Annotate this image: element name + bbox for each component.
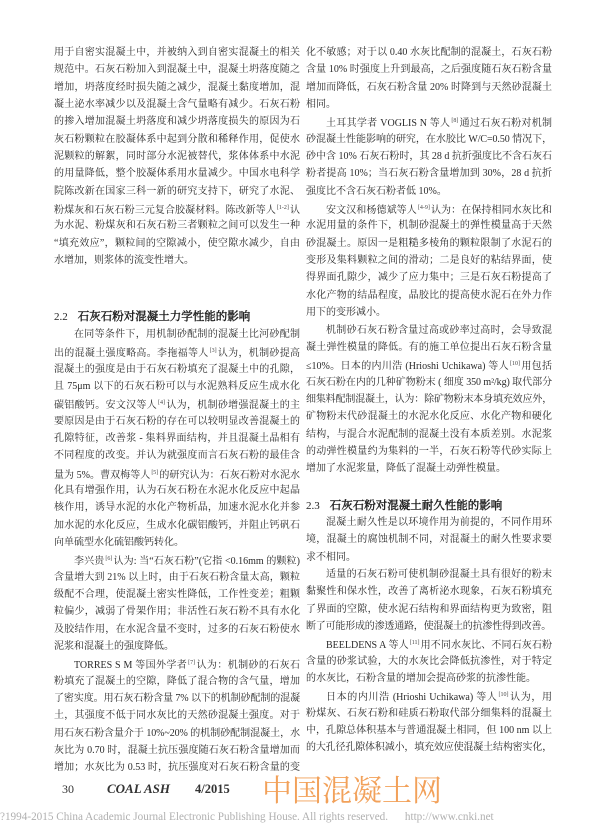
text-line: 的动弹性模量约为集料的一半，石灰石粉等代砂实际上 [306, 445, 552, 457]
citation-ref: [4-9] [417, 205, 430, 212]
text-line: 增加了水泥浆量，降低了混凝土动弹性模量。 [306, 463, 506, 475]
text-line [306, 200, 552, 217]
text-line: 混凝土耐久性是以环境作用为前提的，不同作用环 [326, 516, 552, 528]
text-line: 断了可能形成的渗透通路，使混凝土的抗渗性得到改善。 [306, 621, 551, 632]
text-line: 机制砂石灰石粉含量过高或砂率过高时，会导致混 [326, 324, 552, 336]
text-line: 在同等条件下，用机制砂配制的混凝土比河砂配制 [74, 328, 300, 340]
text-line: 要原因是由于石灰石粉的存在可以较明显改善混凝土的 [54, 415, 300, 427]
section-title: 石灰石粉对混凝土耐久性能的影响 [329, 497, 503, 512]
text-line: 矿物粉末代砂混凝土的水泥水化反应、水化产物和硬化 [306, 411, 552, 423]
paragraph [306, 635, 552, 687]
copyright-notice [0, 811, 494, 824]
text-line: 砂中含 10% 石灰石粉时，其 28 d 抗折强度比不含石灰石 [306, 151, 552, 163]
text-line: 境，混凝土的腐蚀机制不同，对混凝土的耐久性要求要 [306, 534, 552, 546]
text-line: 不同程度的改变。并认为就强度而言石灰石粉的最佳含 [54, 450, 300, 462]
text-line: 孔隙特征，改善浆 - 集料界面结构，并且混凝土晶相有 [54, 432, 300, 444]
text-line: 变形及集料颗粒之间的滑动；二是良好的粘结界面，使 [306, 255, 552, 267]
text-line: 适量的石灰石粉可使机制砂混凝土具有很好的粉末 [326, 568, 552, 580]
text-line: 结构，与混合水泥配制的混凝土没有本质差别。水泥浆 [306, 428, 552, 440]
citation-ref: [1-2] [276, 205, 289, 212]
text-line: 用下的变形减小。 [306, 307, 386, 319]
text-segment: 认为：机制砂的石灰石 [196, 660, 300, 672]
text-segment: 认为，机制砂提高 [217, 348, 301, 360]
text-line: 粉煤灰、石灰石粉和硅质石粉取代部分细集料的混凝土 [306, 707, 552, 719]
text-segment: 用包括 [520, 361, 553, 373]
text-line: 中，孔隙总体积基本与普通混凝土相同，但 100 nm 以上 [306, 725, 552, 737]
text-line: 加水泥的水化反应，生成水化碳铝酸钙，并阻止钙矾石 [54, 519, 300, 531]
text-line: 规范中。石灰石粉加入到混凝土中，混凝土坍落度随之 [54, 64, 300, 76]
text-line: 粉填充了混凝土的空隙，降低了混合物的含气量，增加 [54, 675, 300, 687]
paragraph [54, 655, 300, 776]
text-line [54, 200, 300, 217]
text-segment: 认为，用 [509, 692, 552, 704]
text-line: 泥颗粒的解絮，同时部分水泥被替代，浆体体系中水泥 [54, 151, 300, 163]
section-title: 石灰石粉对混凝土力学性能的影响 [77, 309, 251, 324]
text-segment: 认为，机制砂增强混凝土的主 [166, 400, 301, 412]
citation-ref: [7] [188, 660, 196, 667]
text-line [306, 687, 552, 704]
journal-name: COAL ASH [107, 781, 170, 796]
text-line: 且 75μm 以下的石灰石粉可以与水泥熟料反应生成水化 [54, 380, 300, 392]
text-line: 细集料配制混凝土，认为：除矿物粉末本身填充效应外， [306, 393, 552, 405]
text-line: 凝土弹性模量的降低。有的施工单位提出石灰石粉含量 [306, 341, 552, 353]
text-line: 含量增大到 21% 以上时，由于石灰石粉含量太高，颗粒 [54, 571, 300, 583]
text-line: 核作用，诱导水泥的水化产物析晶，加速水泥水化并参 [54, 502, 300, 514]
text-line: 砂混凝土性能影响的研究，在水胶比 W/C=0.50 情况下， [306, 133, 552, 145]
text-line: 凝土泌水率减少以及混凝土含气量略有减少。石灰石粉 [54, 99, 300, 111]
citation-ref: [8] [451, 118, 459, 125]
paragraph [306, 44, 552, 113]
text-line: 院陈改新在国家三科一新的研究支持下，研究了水泥、 [54, 185, 300, 197]
text-line: 了密实度。用石灰石粉含量 7% 以下的机制砂配制的混凝 [54, 693, 300, 705]
text-line: 的水灰比，石粉含量的增加会提高砂浆的抗渗性能。 [306, 673, 536, 685]
text-segment: ≤10%。日本的内川浩 (Hrioshi Uchikawa) 等人 [306, 361, 509, 373]
text-segment: 认为: 当“石灰石粉”(它指 <0.16mm 的颗粒) [113, 556, 301, 568]
citation-ref: [10] [509, 361, 520, 368]
text-line: 了界面的空隙，使水泥石结构和界面结构更为致密，阻 [306, 603, 552, 615]
text-segment: TORRES S M 等国外学者 [74, 660, 188, 672]
text-line: “填充效应”，颗粒间的空隙减小，使空隙水减少，自由 [54, 237, 300, 249]
copyright-text: ?1994-2015 China Academic Journal Electronic Publishing House. All rights reserved. [0, 811, 389, 823]
text-line: 级配不合理，使混凝土密实性降低，工作性变差；粗颗 [54, 588, 300, 600]
text-line: 混凝土的强度是由于石灰石粉填充了混凝土中的孔隙， [54, 363, 300, 375]
text-line: 用于自密实混凝土中，并被纳入到自密实混凝土的相关 [54, 47, 300, 58]
paragraph [54, 551, 300, 655]
text-line [306, 356, 552, 373]
citation-ref: [6] [105, 556, 113, 563]
paragraph [306, 514, 552, 566]
page-footer [62, 782, 230, 796]
text-line: 强度比不含石灰石粉者低 10%。 [306, 185, 447, 197]
text-line: 砂混凝土。原因一是粗糙多棱角的颗粒限制了水泥石的 [306, 237, 552, 249]
paragraph [306, 322, 552, 478]
text-segment: 通过石灰石粉对机制 [459, 118, 553, 130]
cnki-link[interactable]: http://www.cnki.net [404, 811, 494, 823]
text-line: 得界面孔隙少，减少了应力集中；三是石灰石粉提高了 [306, 272, 552, 284]
text-line: 石灰石粉在内的几种矿物粉末 ( 细度 350 m²/kg) 取代部分 [306, 376, 552, 388]
citation-ref: [11] [409, 640, 420, 647]
section-heading [306, 497, 552, 514]
text-line: 为水泥、粉煤灰和石灰石粉三者颗粒之间可以发生一种 [54, 220, 300, 232]
text-segment: 量为 5%。曹双梅等人 [54, 469, 151, 481]
text-line: 的大孔径孔隙体积减小，填充效应使混凝土结构密实化， [306, 742, 552, 754]
text-line [54, 465, 300, 482]
text-line: 灰比为 0.70 时，混凝土抗压强度随石灰石粉含量增加而 [54, 745, 300, 757]
citation-ref: [5] [151, 469, 159, 476]
text-line: 用石灰石粉含量介于 10%~20% 的机制砂配制混凝土，水 [54, 727, 300, 739]
text-line: 粉者提高 10%；当石灰石粉含量增加到 30%，28 d 抗折 [306, 168, 552, 180]
section-number: 2.2 [54, 311, 68, 324]
text-line [54, 655, 300, 672]
paragraph [54, 44, 300, 269]
text-segment: 粉煤灰和石灰石粉三元复合胶凝材料。陈改新等人 [54, 205, 276, 217]
citation-ref: [3] [209, 348, 217, 355]
site-watermark: 中国混凝土网 [262, 774, 442, 809]
section-heading [54, 308, 300, 325]
paragraph [54, 326, 300, 551]
text-segment: 安文汉和杨德斌等人 [326, 205, 417, 217]
paragraph [306, 113, 552, 200]
text-line [54, 395, 300, 412]
text-line: 粒偏少，减弱了骨架作用；非活性石灰石粉不具有水化 [54, 606, 300, 618]
text-line: 的用量降低，整个胶凝体系用水量减少。中国水电科学 [54, 168, 300, 180]
journal-issue: 4/2015 [194, 782, 230, 796]
text-segment: 的研究认为：石灰石粉对水泥水 [159, 469, 300, 481]
page-number: 30 [62, 782, 74, 796]
text-line: 向单硫型水化硫铝酸钙转化。 [54, 536, 184, 548]
text-line: 化不敏感；对于以 0.40 水灰比配制的混凝土，石灰石粉 [306, 47, 552, 58]
text-segment: BEELDENS A 等人 [326, 640, 409, 652]
text-segment: 李兴贵 [74, 556, 105, 568]
text-segment: 认 [289, 205, 301, 217]
text-line: 增加而降低，石灰石粉含量 20% 时降到与天然砂混凝土 [306, 81, 552, 93]
text-line [54, 343, 300, 360]
text-line: 相同。 [306, 99, 336, 111]
text-line [306, 113, 552, 130]
text-segment: 日本的内川浩 (Hrioshi Uchikawa) 等人 [326, 692, 498, 704]
text-segment: 用不同水灰比、不同石灰石粉 [420, 640, 553, 652]
paragraph [306, 200, 552, 321]
text-line: 水增加，则浆体的流变性增大。 [54, 255, 194, 267]
text-line: 水泥用量的条件下，机制砂混凝土的弹性模量高于天然 [306, 220, 552, 232]
text-line: 化具有增强作用，认为石灰石粉在水泥水化反应中起晶 [54, 484, 300, 496]
text-segment: 土耳其学者 VOGLIS N 等人 [326, 118, 451, 130]
paragraph [306, 687, 552, 756]
text-line: 的掺入增加混凝土坍落度和减少坍落度损失的原因为石 [54, 116, 300, 128]
right-column [306, 44, 552, 757]
paragraph [306, 566, 552, 635]
text-line: 及胶结作用，在水泥含量不变时，过多的石灰石粉使水 [54, 623, 300, 635]
text-line: 土，其强度不低于同水灰比的天然砂混凝土强度。对于 [54, 710, 300, 722]
text-segment: 认为：在保持相同水灰比和 [430, 205, 553, 217]
section-number: 2.3 [306, 499, 320, 512]
text-line: 增加；水灰比为 0.53 时，抗压强度对石灰石粉含量的变 [54, 762, 300, 774]
text-line: 增加，坍落度经时损失随之减少，混凝土黏度增加，混 [54, 81, 300, 93]
left-column [54, 44, 300, 777]
text-line: 求不相同。 [306, 551, 356, 563]
text-line: 黏聚性和保水性，改善了离析泌水现象，石灰石粉填充 [306, 586, 552, 598]
text-line [306, 635, 552, 652]
text-line: 泥浆和混凝土的强度降低。 [54, 641, 174, 652]
text-line: 水化产物的结晶程度，晶胶比的提高使水泥石在外力作 [306, 289, 552, 301]
text-line [54, 551, 300, 568]
text-segment: 出的混凝土强度略高。李拖福等人 [54, 348, 209, 360]
citation-ref: [4] [158, 400, 166, 407]
text-line: 灰石粉颗粒在胶凝体系中起到分散和稀释作用，促使水 [54, 133, 300, 145]
text-line: 含量的砂浆试验，大的水灰比会降低抗渗性，对于特定 [306, 655, 552, 667]
citation-ref: [10] [498, 692, 509, 699]
text-segment: 碳铝酸钙。安文汉等人 [54, 400, 158, 412]
text-line: 含量 10% 时强度上升到最高，之后强度随石灰石粉含量 [306, 64, 552, 76]
